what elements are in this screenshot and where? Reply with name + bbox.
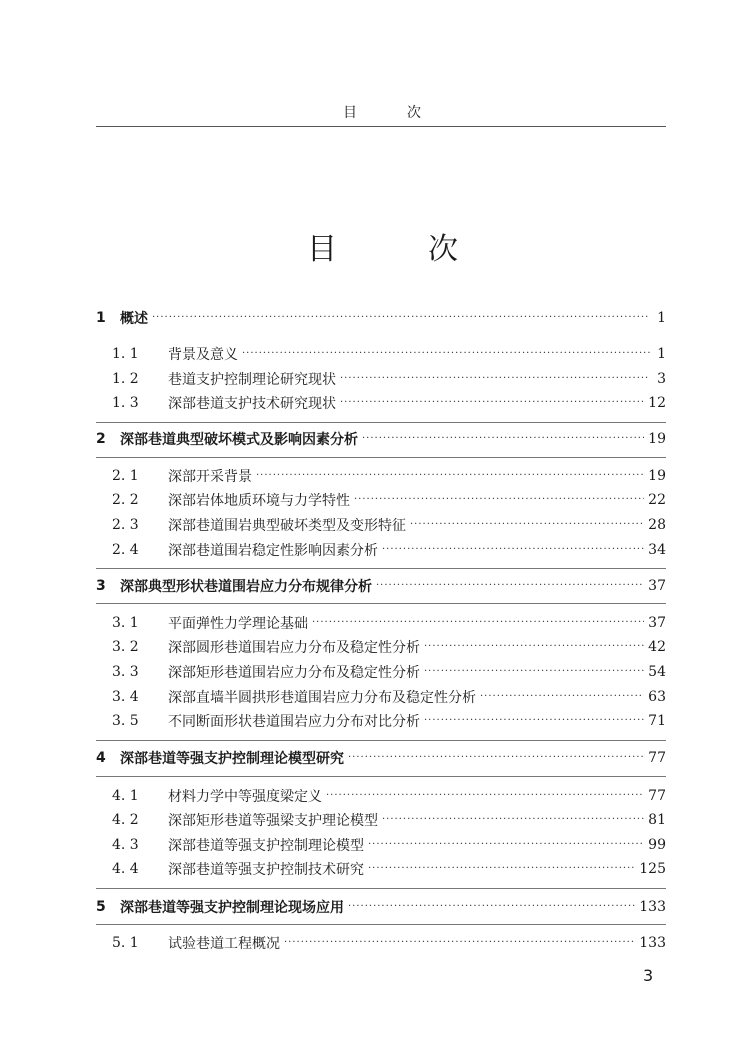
toc-leader bbox=[362, 428, 644, 450]
toc-section-row[interactable] bbox=[96, 661, 666, 683]
toc-page: 71 bbox=[648, 713, 666, 729]
toc-number: 1. 1 bbox=[112, 346, 139, 362]
toc-page: 37 bbox=[648, 578, 666, 594]
toc-page: 42 bbox=[648, 639, 666, 655]
toc-page: 133 bbox=[639, 935, 666, 951]
section-divider bbox=[96, 568, 666, 569]
toc-section-row[interactable] bbox=[96, 514, 666, 536]
toc-leader bbox=[312, 612, 644, 634]
toc-title: 深部典型形状巷道围岩应力分布规律分析 bbox=[120, 579, 372, 595]
toc-leader bbox=[242, 343, 650, 365]
running-header-char-2: 次 bbox=[407, 105, 421, 121]
toc-leader bbox=[382, 539, 644, 561]
running-header-char-1: 目 bbox=[343, 105, 357, 121]
page-title-char-2: 次 bbox=[428, 232, 458, 267]
toc-leader bbox=[348, 747, 644, 769]
toc-number: 3 bbox=[96, 578, 106, 594]
toc-page: 133 bbox=[639, 899, 666, 915]
toc-title: 深部巷道支护技术研究现状 bbox=[168, 396, 336, 412]
toc-number: 1. 3 bbox=[112, 395, 139, 411]
section-divider bbox=[96, 603, 666, 604]
section-divider bbox=[96, 422, 666, 423]
toc-section-row[interactable] bbox=[96, 489, 666, 511]
page-number: 3 bbox=[643, 966, 654, 985]
toc-title: 深部巷道围岩典型破坏类型及变形特征 bbox=[168, 518, 406, 534]
toc-chapter-row[interactable] bbox=[96, 428, 666, 450]
toc-title: 深部圆形巷道围岩应力分布及稳定性分析 bbox=[168, 640, 420, 656]
toc-leader bbox=[480, 686, 644, 708]
toc-section-row[interactable] bbox=[96, 612, 666, 634]
toc-leader bbox=[424, 710, 644, 732]
toc-chapter-row[interactable] bbox=[96, 575, 666, 597]
toc-page: 77 bbox=[648, 788, 666, 804]
toc-title: 不同断面形状巷道围岩应力分布对比分析 bbox=[168, 714, 420, 730]
toc-page: 1 bbox=[657, 346, 666, 362]
toc-page: 12 bbox=[648, 395, 666, 411]
section-divider bbox=[96, 924, 666, 925]
toc-title: 背景及意义 bbox=[168, 347, 238, 363]
toc-number: 4. 2 bbox=[112, 812, 139, 828]
toc-number: 3. 3 bbox=[112, 664, 139, 680]
toc-page: 99 bbox=[648, 837, 666, 853]
toc-page: 63 bbox=[648, 689, 666, 705]
toc-leader bbox=[354, 489, 644, 511]
toc-title: 深部岩体地质环境与力学特性 bbox=[168, 493, 350, 509]
toc-page: 54 bbox=[648, 664, 666, 680]
toc-number: 2 bbox=[96, 431, 106, 447]
toc-number: 3. 4 bbox=[112, 689, 139, 705]
toc-section-row[interactable] bbox=[96, 686, 666, 708]
toc-leader bbox=[368, 834, 644, 856]
toc-leader bbox=[368, 858, 635, 880]
toc-page: 28 bbox=[648, 517, 666, 533]
running-header bbox=[96, 100, 666, 124]
toc-section-row[interactable] bbox=[96, 368, 666, 390]
toc-title: 试验巷道工程概况 bbox=[168, 936, 280, 952]
toc-leader bbox=[348, 896, 635, 918]
page-title-char-1: 目 bbox=[307, 232, 337, 267]
section-divider bbox=[96, 740, 666, 741]
toc-title: 巷道支护控制理论研究现状 bbox=[168, 372, 336, 388]
toc-section-row[interactable] bbox=[96, 809, 666, 831]
toc-page: 125 bbox=[639, 861, 666, 877]
toc-section-row[interactable] bbox=[96, 834, 666, 856]
toc-section-row[interactable] bbox=[96, 539, 666, 561]
toc-leader bbox=[376, 575, 644, 597]
toc-number: 2. 2 bbox=[112, 492, 139, 508]
toc-leader bbox=[256, 465, 644, 487]
toc-title: 深部巷道等强支护控制理论现场应用 bbox=[120, 900, 344, 916]
toc-page: 37 bbox=[648, 615, 666, 631]
toc-section-row[interactable] bbox=[96, 465, 666, 487]
toc-leader bbox=[410, 514, 644, 536]
toc-chapter-row[interactable] bbox=[96, 747, 666, 769]
toc-number: 4. 4 bbox=[112, 861, 139, 877]
toc-number: 3. 5 bbox=[112, 713, 139, 729]
toc-section-row[interactable] bbox=[96, 710, 666, 732]
section-divider bbox=[96, 888, 666, 889]
toc-title: 深部巷道围岩稳定性影响因素分析 bbox=[168, 543, 378, 559]
toc-page: 81 bbox=[648, 812, 666, 828]
toc-number: 5. 1 bbox=[112, 935, 139, 951]
toc-page: 77 bbox=[648, 750, 666, 766]
toc-title: 深部巷道等强支护控制理论模型 bbox=[168, 838, 364, 854]
toc-title: 概述 bbox=[120, 311, 148, 327]
toc-number: 4. 1 bbox=[112, 788, 139, 804]
toc-title: 深部开采背景 bbox=[168, 469, 252, 485]
header-rule bbox=[96, 126, 666, 127]
toc-title: 深部矩形巷道等强梁支护理论模型 bbox=[168, 813, 378, 829]
toc-leader bbox=[340, 368, 650, 390]
toc-leader bbox=[326, 785, 644, 807]
toc-page: 34 bbox=[648, 542, 666, 558]
toc-page: 3 bbox=[657, 371, 666, 387]
toc-number: 4. 3 bbox=[112, 837, 139, 853]
section-divider bbox=[96, 776, 666, 777]
toc-title: 平面弹性力学理论基础 bbox=[168, 616, 308, 632]
toc-title: 深部巷道等强支护控制理论模型研究 bbox=[120, 751, 344, 767]
toc-number: 2. 1 bbox=[112, 468, 139, 484]
toc-number: 3. 2 bbox=[112, 639, 139, 655]
toc-title: 材料力学中等强度梁定义 bbox=[168, 789, 322, 805]
toc-chapter-row[interactable] bbox=[96, 896, 666, 918]
toc-section-row[interactable] bbox=[96, 343, 666, 365]
toc-page: 1 bbox=[657, 310, 666, 326]
toc-leader bbox=[424, 661, 644, 683]
toc-page: 19 bbox=[648, 431, 666, 447]
toc-page: 22 bbox=[648, 492, 666, 508]
toc-section-row[interactable] bbox=[96, 392, 666, 414]
toc-number: 1. 2 bbox=[112, 371, 139, 387]
toc-section-row[interactable] bbox=[96, 785, 666, 807]
toc-section-row[interactable] bbox=[96, 636, 666, 658]
toc-chapter-row[interactable] bbox=[96, 307, 666, 329]
toc-number: 1 bbox=[96, 310, 106, 326]
toc-section-row[interactable] bbox=[96, 858, 666, 880]
toc-section-row[interactable] bbox=[96, 932, 666, 954]
section-divider bbox=[96, 457, 666, 458]
toc-number: 3. 1 bbox=[112, 615, 139, 631]
toc-leader bbox=[424, 636, 644, 658]
toc-title: 深部直墙半圆拱形巷道围岩应力分布及稳定性分析 bbox=[168, 690, 476, 706]
toc-leader bbox=[152, 307, 650, 329]
toc-title: 深部巷道典型破坏模式及影响因素分析 bbox=[120, 432, 358, 448]
toc-number: 4 bbox=[96, 750, 106, 766]
toc-number: 2. 4 bbox=[112, 542, 139, 558]
toc-leader bbox=[382, 809, 644, 831]
toc-number: 2. 3 bbox=[112, 517, 139, 533]
toc-page: 19 bbox=[648, 468, 666, 484]
toc-title: 深部矩形巷道围岩应力分布及稳定性分析 bbox=[168, 665, 420, 681]
toc-leader bbox=[340, 392, 644, 414]
toc-number: 5 bbox=[96, 899, 106, 915]
toc-leader bbox=[284, 932, 635, 954]
toc-title: 深部巷道等强支护控制技术研究 bbox=[168, 862, 364, 878]
